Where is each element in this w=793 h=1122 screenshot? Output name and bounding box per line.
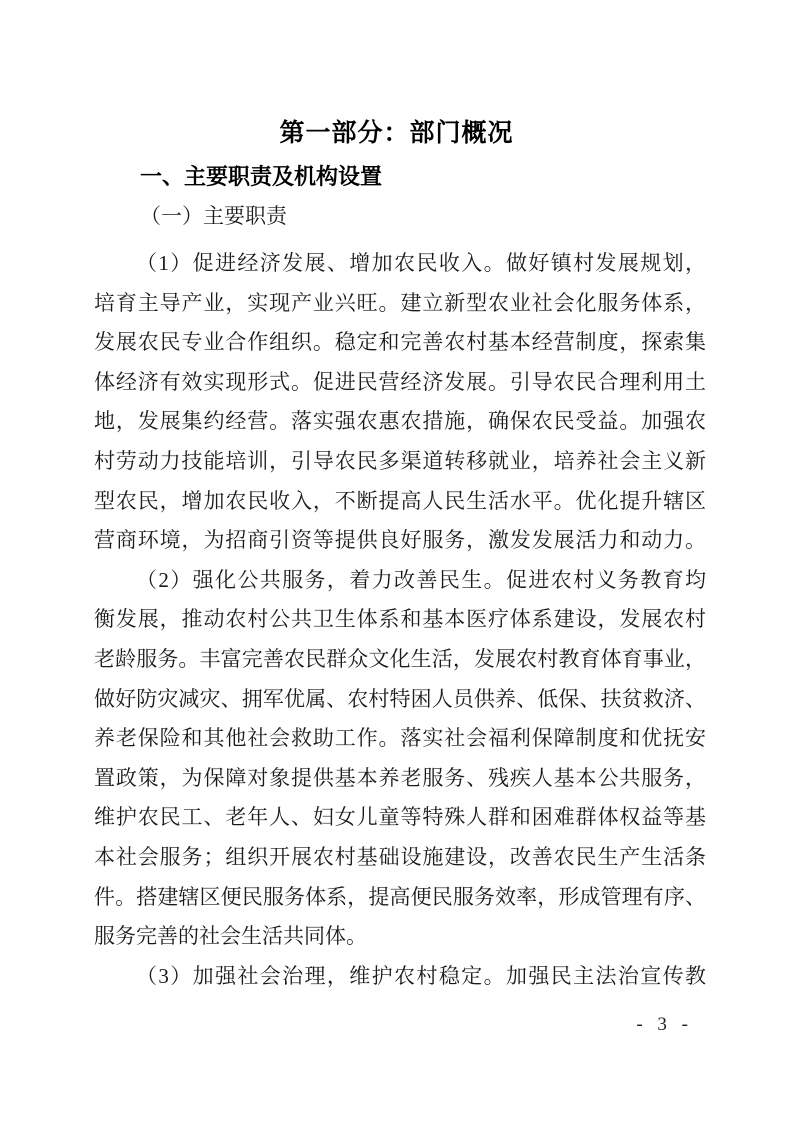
text-line: 衡发展，推动农村公共卫生体系和基本医疗体系建设，发展农村	[94, 607, 706, 632]
text-line: 养老保险和其他社会救助工作。落实社会福利保障制度和优抚安	[94, 726, 706, 751]
document-body	[94, 244, 706, 996]
text-line: 件。搭建辖区便民服务体系，提高便民服务效率，形成管理有序、	[94, 884, 706, 909]
text-line: 营商环境，为招商引资等提供良好服务，激发发展活力和动力。	[94, 528, 706, 553]
text-line: 体经济有效实现形式。促进民营经济发展。引导农民合理利用土	[94, 369, 706, 394]
page-title: 第一部分：部门概况	[279, 120, 514, 147]
subsection-heading: （一）主要职责	[140, 204, 287, 228]
text-line: 型农民，增加农民收入，不断提高人民生活水平。优化提升辖区	[94, 488, 706, 513]
text-line: （2）强化公共服务，着力改善民生。促进农村义务教育均	[136, 567, 706, 592]
text-line: 村劳动力技能培训，引导农民多渠道转移就业，培养社会主义新	[94, 448, 706, 473]
page-number: - 3 -	[636, 1014, 693, 1035]
text-line: （3）加强社会治理，维护农村稳定。加强民主法治宣传教	[136, 963, 706, 988]
text-line: （1）促进经济发展、增加农民收入。做好镇村发展规划，	[136, 251, 706, 275]
paragraph-3	[94, 957, 706, 997]
text-line: 置政策，为保障对象提供基本养老服务、残疾人基本公共服务，	[94, 765, 706, 790]
text-line: 地，发展集约经营。落实强农惠农措施，确保农民受益。加强农	[94, 409, 706, 434]
paragraph-2	[94, 561, 706, 957]
paragraph-1	[94, 244, 706, 561]
text-line: 老龄服务。丰富完善农民群众文化生活，发展农村教育体育事业，	[94, 646, 706, 671]
text-line: 服务完善的社会生活共同体。	[94, 924, 367, 949]
text-line: 发展农民专业合作组织。稳定和完善农村基本经营制度，探索集	[94, 330, 706, 355]
section-heading: 一、主要职责及机构设置	[140, 164, 383, 189]
text-line: 维护农民工、老年人、妇女儿童等特殊人群和困难群体权益等基	[94, 805, 706, 830]
text-line: 本社会服务；组织开展农村基础设施建设，改善农民生产生活条	[94, 844, 706, 869]
text-line: 做好防灾减灾、拥军优属、农村特困人员供养、低保、扶贫救济、	[94, 686, 706, 711]
text-line: 培育主导产业，实现产业兴旺。建立新型农业社会化服务体系，	[94, 290, 706, 315]
